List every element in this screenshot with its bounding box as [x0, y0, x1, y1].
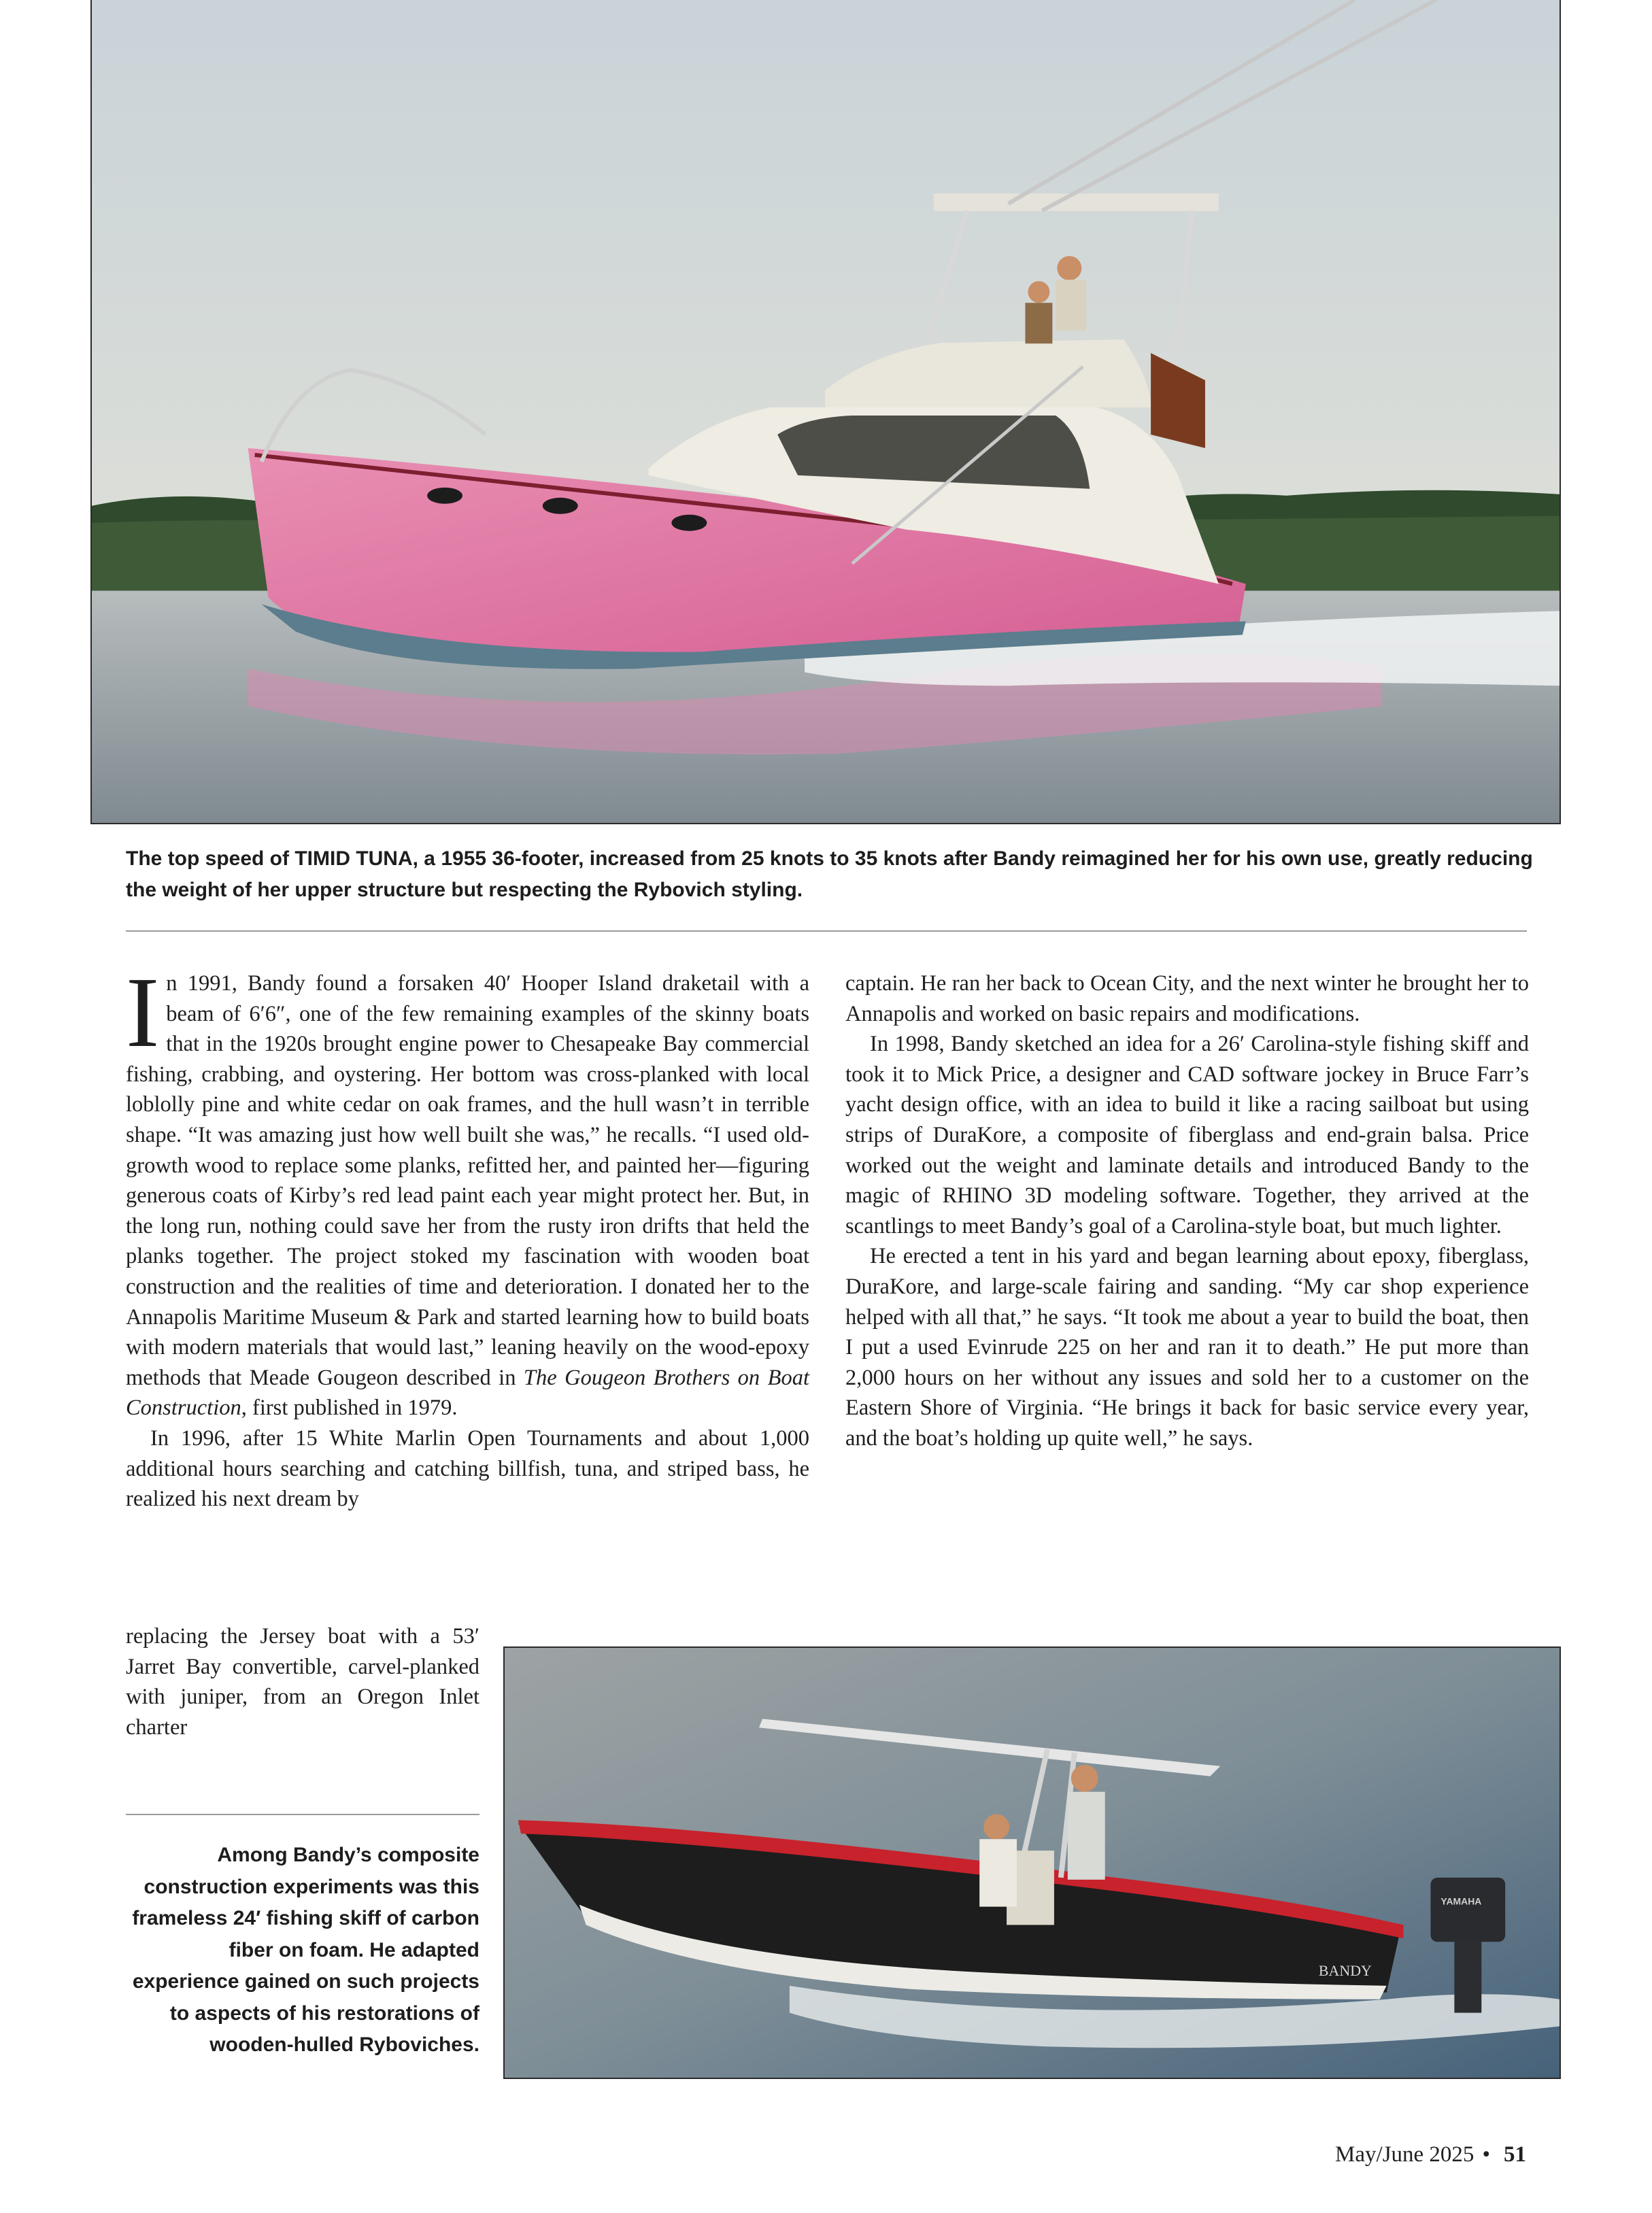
caption-divider — [126, 930, 1527, 932]
top-photo-caption: The top speed of TIMID TUNA, a 1955 36-footer, increased from 25 knots to 35 knots after Bandy reimagined her for his own use, greatly reducing the weight of her upper structure but respecting the Rybovich styling. — [126, 847, 1533, 901]
article-paragraph: captain. He ran her back to Ocean City, and the next winter he brought her to Annapolis and worked on basic repairs and modifications. — [845, 971, 1529, 1026]
bottom-photo-caption: Among Bandy’s composite construction experiments was this frameless 24′ fishing skiff of carbon fiber on foam. He adapted experience gained on such projects to aspects of his restorations of wooden-hulled Ryboviches. — [132, 1844, 479, 2056]
paragraph-text: , first published in 1979. — [241, 1396, 458, 1421]
paragraph-text: n 1991, Bandy found a forsaken 40′ Hooper Island draketail with a beam of 6′6″, one of the few remaining examples of the skinny boats that in the 1920s brought engine power to Chesapeake Bay commercial fishing, crabbing, and oystering. Her bottom was cross-planked with local loblolly pine and white cedar on oak frames, and the hull wasn’t in terrible shape. “It was amazing just how well built she was,” he recalls. “I used old-growth wood to replace some planks, refitted her, and painted her—figuring generous coats of Kirby’s red lead paint each year might protect her. But, in the long run, nothing could save her from the rusty iron drifts that held the planks together. The project stoked my fascination with wooden boat construction and the realities of time and deterioration. I donated her to the Annapolis Maritime Museum & Park and started learning how to build boats with modern materials that would last,” leaning heavily on the wood-epoxy methods that Meade Gougeon described in — [126, 971, 809, 1390]
drop-cap: I — [126, 957, 160, 1068]
article-paragraph: In 1996, after 15 White Marlin Open Tournaments and about 1,000 additional hours searching and catching billfish, tuna, and striped bass, he realized his next dream by — [126, 1425, 809, 1512]
top-boat-illustration — [92, 0, 1560, 823]
page-number: 51 — [1504, 2142, 1526, 2167]
article-paragraph-continuation: replacing the Jersey boat with a 53′ Jarret Bay convertible, carvel-planked with juniper, from an Oregon Inlet charter — [126, 1624, 479, 1740]
motor-lettering: YAMAHA — [1440, 1895, 1482, 1907]
side-caption-divider — [126, 1814, 479, 1815]
article-column-right — [845, 968, 1529, 1454]
top-photo — [90, 0, 1561, 824]
article-paragraph — [126, 957, 809, 1423]
issue-date: May/June 2025 — [1335, 2142, 1474, 2167]
article-paragraph: He erected a tent in his yard and began learning about epoxy, fiberglass, DuraKore, and large-scale fairing and sanding. “My car shop experience helped with all that,” he says. “It took me about a year to build the boat, then I put a used Evinrude 225 on her and ran it to death.” He put more than 2,000 hours on her without any issues and sold her to a customer on the Eastern Shore of Virginia. “He brings it back for basic service every year, and the boat’s holding up quite well,” he says. — [845, 1244, 1529, 1451]
hull-lettering: BANDY — [1318, 1961, 1372, 1979]
page-footer — [1335, 2142, 1526, 2167]
bottom-photo — [503, 1646, 1561, 2079]
book-title: The Gougeon Brothers on Boat Construction — [126, 1365, 809, 1421]
skiff-illustration — [505, 1648, 1560, 2078]
footer-separator: • — [1482, 2142, 1490, 2167]
article-column-wrap — [126, 1621, 479, 1742]
article-column-left — [126, 957, 809, 1515]
article-paragraph: In 1998, Bandy sketched an idea for a 26′ Carolina-style fishing skiff and took it to Mick Price, a designer and CAD software jockey in Bruce Farr’s yacht design office, with an idea to build it like a racing sailboat but using strips of DuraKore, a composite of fiberglass and end-grain balsa. Price worked out the weight and laminate details and introduced Bandy to the magic of RHINO 3D modeling software. Together, they arrived at the scantlings to meet Bandy’s goal of a Carolina-style boat, but much lighter. — [845, 1032, 1529, 1238]
